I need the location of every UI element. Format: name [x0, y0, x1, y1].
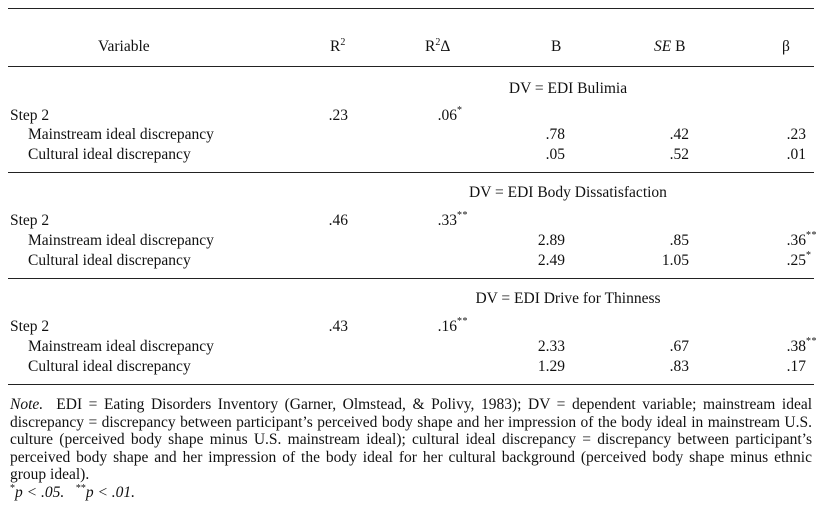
- section-3-step: [0, 317, 820, 337]
- row-label: Cultural ideal discrepancy: [28, 146, 191, 163]
- note-paragraph: [10, 396, 812, 484]
- row-se-b: .42: [669, 126, 689, 143]
- top-rule: [8, 8, 814, 9]
- step-r2-delta: .33 **: [437, 210, 468, 229]
- row-beta: .36 **: [786, 230, 817, 249]
- row-se-b: .52: [669, 146, 689, 163]
- row-beta: .38 **: [786, 336, 817, 355]
- section-1-dv: [0, 79, 820, 99]
- step-r2-delta: .06 *: [437, 105, 463, 124]
- table-row: [0, 125, 820, 145]
- table-row: [0, 251, 820, 271]
- note-label: Note.: [10, 396, 44, 413]
- row-se-b: .67: [669, 338, 689, 355]
- row-beta: .23: [786, 126, 806, 143]
- row-label: Cultural ideal discrepancy: [28, 252, 191, 269]
- row-b: .05: [545, 146, 565, 163]
- header-se-b: SE B: [654, 38, 686, 55]
- table-note: [10, 396, 812, 502]
- row-beta: .17: [786, 358, 806, 375]
- section-rule: [8, 278, 814, 279]
- section-1-step: [0, 106, 820, 126]
- step-r2: .23: [328, 107, 348, 124]
- table-row: [0, 337, 820, 357]
- step-r2: .43: [328, 318, 348, 335]
- section-rule: [8, 172, 814, 173]
- row-b: 2.49: [537, 252, 565, 269]
- row-label: Mainstream ideal discrepancy: [28, 126, 214, 143]
- dv-label: DV = EDI Body Dissatisfaction: [469, 184, 667, 201]
- row-se-b: 1.05: [661, 252, 689, 269]
- table-row: [0, 145, 820, 165]
- row-beta: .01: [786, 146, 806, 163]
- row-label: Cultural ideal discrepancy: [28, 358, 191, 375]
- row-se-b: .83: [669, 358, 689, 375]
- header-beta: β: [782, 38, 790, 55]
- header-variable: Variable: [98, 38, 150, 55]
- step-label: Step 2: [10, 107, 50, 124]
- row-b: 1.29: [537, 358, 565, 375]
- step-label: Step 2: [10, 318, 50, 335]
- section-2-dv: [0, 183, 820, 203]
- header-r2-delta: $R^2\Delta$: [425, 37, 451, 55]
- step-r2-delta: .16 **: [437, 316, 468, 335]
- row-label: Mainstream ideal discrepancy: [28, 232, 214, 249]
- header-r2: $R^2$: [330, 37, 346, 55]
- row-b: 2.89: [537, 232, 565, 249]
- dv-label: DV = EDI Bulimia: [508, 80, 628, 97]
- row-label: Mainstream ideal discrepancy: [28, 338, 214, 355]
- table-row: [0, 357, 820, 377]
- table-row: [0, 231, 820, 251]
- header-rule: [8, 66, 814, 67]
- header-b: B: [551, 38, 562, 55]
- row-beta: .25 *: [786, 250, 812, 269]
- bottom-rule: [8, 384, 814, 385]
- note-text: EDI = Eating Disorders Inventory (Garner, Olmstead, & Polivy, 1983); DV = dependent variable; mainstream ideal discrepancy = discrepancy between participant’s perceived body shape and her impression of the body ideal in mainstream U.S. culture (perceived body shape minus U.S. mainstream ideal); cultural ideal discrepancy = discrepancy between participant’s perceived body shape and her impression of the body ideal for her cultural background (perceived body shape minus ethnic group ideal).: [10, 396, 813, 484]
- step-label: Step 2: [10, 212, 50, 229]
- header-row: [0, 37, 820, 57]
- dv-label: DV = EDI Drive for Thinness: [475, 290, 661, 307]
- significance-legend: *p < .05. **p < .01.: [10, 482, 136, 501]
- row-b: .78: [545, 126, 565, 143]
- row-se-b: .85: [669, 232, 689, 249]
- section-3-dv: [0, 289, 820, 309]
- section-2-step: [0, 211, 820, 231]
- row-b: 2.33: [537, 338, 565, 355]
- step-r2: .46: [328, 212, 348, 229]
